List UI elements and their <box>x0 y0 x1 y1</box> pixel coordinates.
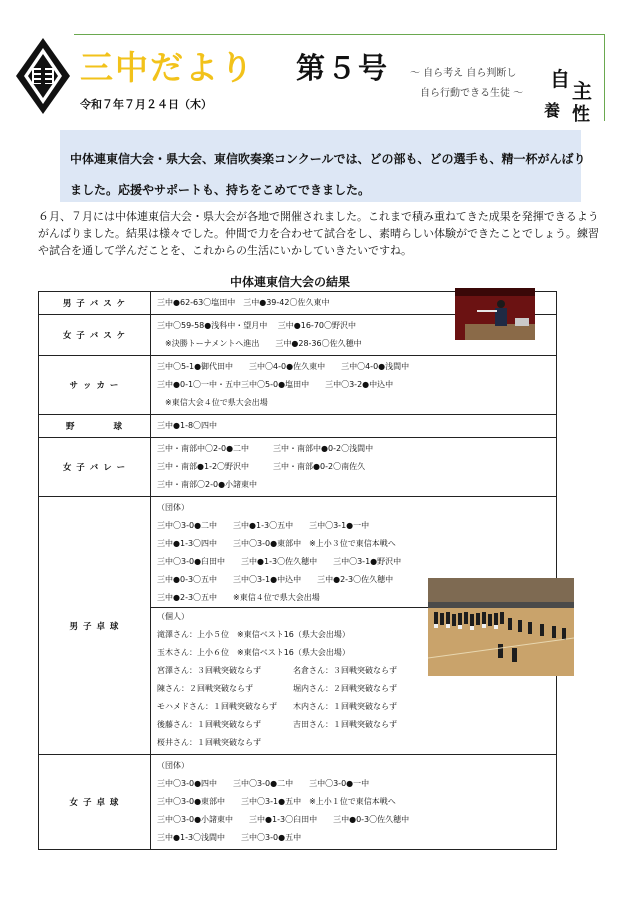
result-line: 三中〇3-0●二中 三中●1-3〇五中 三中〇3-1●一中 <box>157 521 370 530</box>
result-row-baseball <box>39 415 557 438</box>
result-cell <box>151 356 557 415</box>
school-emblem-logo <box>12 34 74 118</box>
result-line: 三中〇3-0●四中 三中〇3-0●二中 三中〇3-0●一中 <box>157 779 370 788</box>
result-line: 三中●0-3〇五中 三中〇3-1●中込中 三中●2-3〇佐久穂中 <box>157 575 394 584</box>
issue-number: 第５号 <box>296 51 390 85</box>
result-line: 三中●1-8〇四中 <box>157 421 218 430</box>
result-line: ※決勝トーナメントへ進出 三中●28-36〇佐久穂中 <box>157 339 362 348</box>
result-line: 三中〇5-1●御代田中 三中〇4-0●佐久東中 三中〇4-0●浅間中 <box>157 362 410 371</box>
svg-text:主: 主 <box>572 79 592 103</box>
result-line: ※東信大会４位で県大会出場 <box>157 398 268 407</box>
result-line: 玉木さん：上小６位 ※東信ベスト16（県大会出場） <box>157 648 350 657</box>
sport-label: 男 子 卓 球 <box>39 497 151 755</box>
result-line: 三中〇3-0●小諸東中 三中●1-3〇臼田中 三中●0-3〇佐久穂中 <box>157 815 410 824</box>
result-line: （団体） <box>157 761 189 770</box>
results-table <box>38 291 557 850</box>
result-row-girls-table-tennis <box>39 755 557 850</box>
result-line: モハメドさん：１回戦突破ならず 木内さん：１回戦突破ならず <box>157 702 397 711</box>
sport-label: 女 子 卓 球 <box>39 755 151 850</box>
gymnasium-assembly-photo <box>428 578 574 676</box>
result-line: 三中●62-63〇塩田中 三中●39-42〇佐久東中 <box>157 298 330 307</box>
result-line: （個人） <box>151 607 556 626</box>
result-line: 三中・南部中〇2-0●二中 三中・南部中●0-2〇浅間中 <box>157 444 374 453</box>
result-line: 三中・南部●1-2〇野沢中 三中・南部●0-2〇南佐久 <box>157 462 366 471</box>
result-line: 三中●1-3〇浅間中 三中〇3-0●五中 <box>157 833 302 842</box>
result-line: （団体） <box>157 503 189 512</box>
body-paragraph: ６月、７月には中体連東信大会・県大会が各地で開催されました。これまで積み重ねてきた成果を発揮できるようがんばりました。結果は様々でした。仲間で力を合わせて試合をし、素晴らしい体験ができたことでしょう。練習や試合を通して学んだことを、これからの生活にいかしていきたいですね。 <box>38 210 599 257</box>
result-row-soccer <box>39 356 557 415</box>
result-line: 三中●2-3〇五中 ※東信４位で県大会出場 <box>157 593 320 602</box>
school-motto-line1: ～ 自ら考え 自ら判断し <box>410 68 517 79</box>
result-line: 陳さん：２回戦突破ならず 堀内さん：２回戦突破ならず <box>157 684 397 693</box>
results-heading: 中体連東信大会の結果 <box>230 275 351 289</box>
school-motto-line2: 自ら行動できる生徒 ～ <box>420 88 524 99</box>
issue-date: 令和７年７月２４日（木） <box>80 98 212 111</box>
result-line: 三中〇3-0●東部中 三中〇3-1●五中 ※上小１位で東信本戦へ <box>157 797 396 806</box>
sport-label: 男 子 バ ス ケ <box>39 292 151 315</box>
svg-text:養: 養 <box>544 101 561 120</box>
intro-line-1: 中体連東信大会・県大会、東信吹奏楽コンクールでは、どの部も、どの選手も、精一杯がんばり <box>70 152 586 166</box>
result-line: 後藤さん：１回戦突破ならず 吉田さん：１回戦突破ならず <box>157 720 397 729</box>
result-line: 三中〇3-0●臼田中 三中●1-3〇佐久穂中 三中〇3-1●野沢中 <box>157 557 402 566</box>
sport-label: 女 子 バ ス ケ <box>39 315 151 356</box>
result-row-girls-volleyball <box>39 438 557 497</box>
calligraphy-stamp <box>542 60 602 126</box>
result-cell <box>151 415 557 438</box>
result-line: 三中〇59-58●浅科中・望月中 三中●16-70〇野沢中 <box>157 321 356 330</box>
result-cell <box>151 438 557 497</box>
result-line: 三中●1-3〇四中 三中〇3-0●東部中 ※上小３位で東信本戦へ <box>157 539 396 548</box>
result-line: 宮澤さん：３回戦突破ならず 名倉さん：３回戦突破ならず <box>157 666 397 675</box>
intro-line-2: ました。応援やサポートも、持ちをこめてできました。 <box>70 183 371 197</box>
sport-label: サ ッ カ ー <box>39 356 151 415</box>
result-line: 滝澤さん：上小５位 ※東信ベスト16（県大会出場） <box>157 630 350 639</box>
newsletter-title: 三中だより <box>80 48 255 87</box>
svg-text:自: 自 <box>550 67 570 91</box>
ceremony-stage-photo <box>455 288 535 340</box>
sport-label: 野 球 <box>39 415 151 438</box>
sport-label: 女 子 バ レ ー <box>39 438 151 497</box>
result-line: 桜井さん：１回戦突破ならず <box>157 738 261 747</box>
result-line: 三中・南部〇2-0●小諸東中 <box>157 480 258 489</box>
result-cell <box>151 755 557 850</box>
svg-text:性: 性 <box>572 104 590 125</box>
result-line: 三中●0-1〇一中・五中三中〇5-0●塩田中 三中〇3-2●中込中 <box>157 380 394 389</box>
